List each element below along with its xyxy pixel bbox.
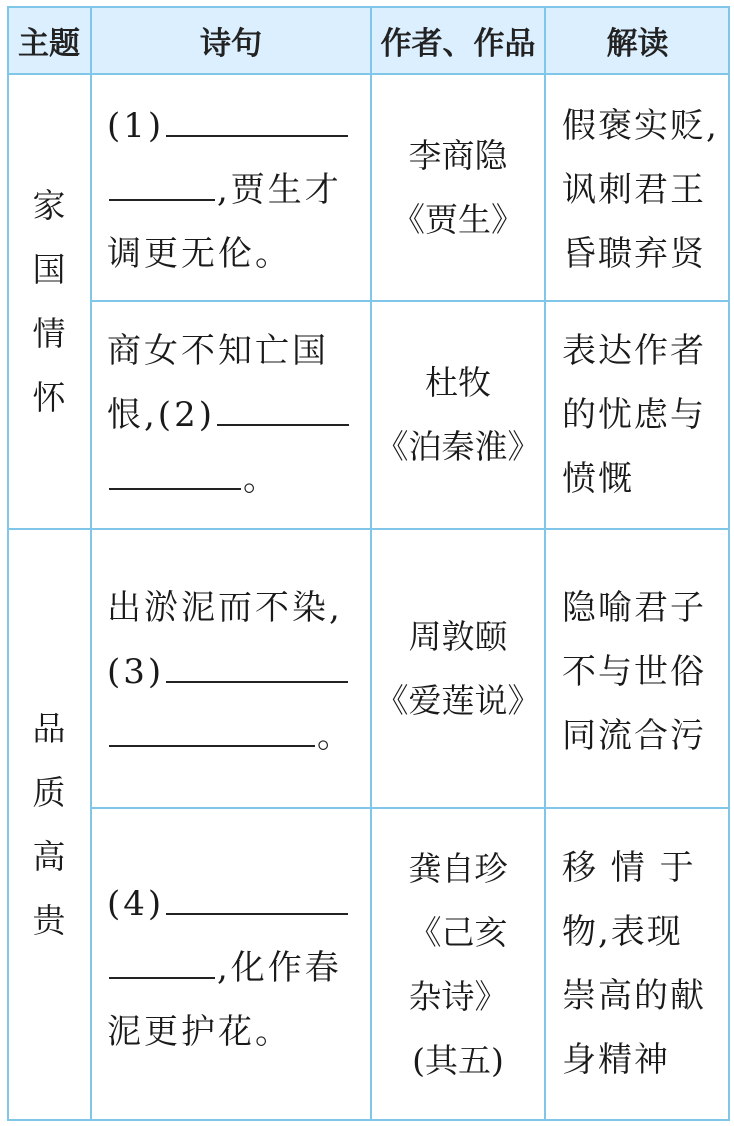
interpretation-line: 愤慨 [562, 459, 634, 499]
interpretation-cell-1 [562, 94, 719, 286]
interpretation-line: 不与世俗 [562, 652, 706, 692]
answer-blank[interactable] [109, 169, 215, 201]
poem-cell-3 [107, 576, 354, 768]
group-divider [7, 528, 730, 530]
theme-char: 贵 [32, 901, 66, 940]
poem-text: 。 [243, 459, 280, 499]
header-divider [7, 73, 730, 75]
poem-cell-1 [107, 94, 350, 286]
poem-text: 泥更护花。 [107, 1012, 292, 1052]
answer-blank[interactable] [166, 651, 348, 683]
row-divider [91, 807, 730, 809]
question-number: (1) [107, 106, 165, 146]
author-name: 杜牧 [425, 363, 491, 402]
interpretation-line: 物,表现 [562, 912, 683, 952]
author-name: 龚自珍 [408, 848, 508, 888]
interpretation-line: 移 情 于 [562, 848, 696, 888]
poem-cell-2 [107, 319, 351, 511]
interpretation-line: 同流合污 [562, 716, 706, 756]
interpretation-cell-3 [562, 576, 706, 768]
author-cell-2 [371, 301, 545, 529]
interpretation-cell-2 [562, 319, 706, 511]
work-title: 《贾生》 [392, 199, 524, 239]
theme-char: 怀 [32, 377, 66, 417]
table-border-bottom [7, 1119, 730, 1121]
interpretation-line: 假褒实贬, [562, 106, 719, 146]
interpretation-line: 讽刺君王 [562, 170, 706, 210]
theme-char: 情 [32, 313, 66, 353]
answer-blank[interactable] [109, 715, 315, 747]
question-number: (4) [107, 884, 165, 924]
question-number: (3) [107, 652, 165, 692]
author-cell-1 [371, 74, 545, 301]
work-note: (其五) [412, 1040, 504, 1080]
interpretation-line: 昏聩弃贤 [562, 234, 706, 274]
header-author: 作者、作品 [380, 25, 536, 62]
table-border-right [728, 6, 730, 1121]
poem-text: ,贾生才 [217, 170, 342, 210]
poem-text: 恨,(2) [107, 395, 215, 435]
author-name: 周敦颐 [408, 616, 508, 656]
work-title: 《泊秦淮》 [375, 427, 541, 466]
poem-cell-4 [107, 872, 350, 1064]
author-cell-3 [371, 529, 545, 808]
table-border-left [7, 6, 9, 1121]
theme-cell-2 [7, 529, 91, 1121]
answer-blank[interactable] [109, 458, 241, 490]
header-interpretation: 解读 [606, 25, 669, 62]
interpretation-line: 表达作者 [562, 331, 706, 371]
poem-text: 。 [317, 716, 354, 756]
work-title: 杂诗》 [408, 976, 508, 1016]
poem-text: ,化作春 [217, 948, 342, 988]
theme-cell-1 [7, 74, 91, 529]
work-title: 《己亥 [408, 912, 508, 952]
header-theme: 主题 [18, 25, 80, 62]
interpretation-line: 崇高的献 [562, 976, 706, 1016]
theme-char: 品 [32, 709, 66, 748]
column-divider [544, 6, 546, 1121]
column-divider [370, 6, 372, 1121]
theme-char: 国 [32, 249, 66, 289]
poem-text: 出淤泥而不染, [107, 588, 343, 628]
header-poem: 诗句 [200, 25, 262, 62]
poem-text: 商女不知亡国 [107, 331, 329, 371]
interpretation-line: 身精神 [562, 1040, 670, 1080]
answer-blank[interactable] [109, 947, 215, 979]
interpretation-line: 隐喻君子 [562, 588, 706, 628]
column-divider [90, 6, 92, 1121]
theme-char: 家 [32, 185, 66, 225]
row-divider [91, 300, 730, 302]
work-title: 《爱莲说》 [375, 680, 541, 720]
theme-char: 质 [32, 773, 66, 812]
theme-char: 高 [32, 837, 66, 876]
poem-text: 调更无伦。 [107, 234, 292, 274]
answer-blank[interactable] [166, 883, 348, 915]
answer-blank[interactable] [166, 105, 348, 137]
author-cell-4 [371, 808, 545, 1121]
poetry-table [7, 6, 730, 1121]
interpretation-cell-4 [562, 836, 706, 1092]
interpretation-line: 的忧虑与 [562, 395, 706, 435]
table-border-top [7, 6, 730, 8]
author-name: 李商隐 [408, 135, 508, 175]
answer-blank[interactable] [217, 394, 349, 426]
